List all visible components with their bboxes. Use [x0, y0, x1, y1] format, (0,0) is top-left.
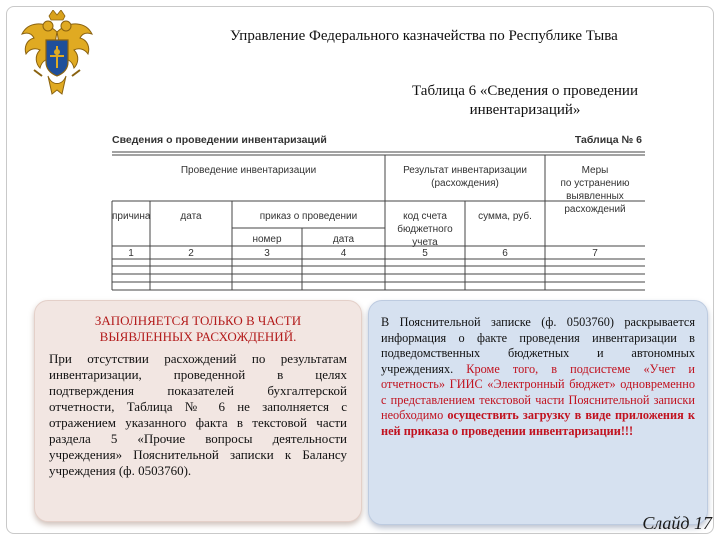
left-box-heading-line-2: ВЫЯВЛЕННЫХ РАСХОЖДЕНИЙ.	[99, 329, 297, 344]
slide-title-line-1: Таблица 6 «Сведения о проведении	[412, 83, 638, 99]
table-number: Таблица № 6	[574, 134, 642, 146]
slide-number: Слайд 17	[642, 513, 712, 533]
subheader-number: номер	[252, 234, 282, 245]
column-number-7: 7	[592, 248, 598, 259]
left-info-box	[34, 300, 362, 522]
left-box-body: При отсутствии расхождений по результатам инвентаризации, проведенной в целях подтверждения показателей бухгалтерской отчетности, Таблица № 6 не заполняется с отражением указанного факта в текстовой части раздела 5 «Прочие вопросы деятельности учреждения» Пояснительной записки к Балансу учреждения (ф. 0503760).	[49, 351, 347, 478]
column-number-2: 2	[188, 248, 194, 259]
subheader-account	[385, 210, 465, 249]
left-box-heading	[49, 313, 347, 345]
right-box-part-1: В Пояснительной записке (ф. 0503760) раскрывается информация о факте проведения инвентаризации в подведомственных бюджетных и автономных учреждениях.	[381, 315, 695, 376]
left-box-heading-line-1: ЗАПОЛНЯЕТСЯ ТОЛЬКО В ЧАСТИ	[94, 313, 302, 328]
column-number-3: 3	[264, 248, 270, 259]
header-result	[385, 164, 545, 190]
subheader-sum: сумма, руб.	[478, 211, 532, 222]
subheader-date: дата	[180, 211, 202, 222]
organization-title: Управление Федерального казначейства по Республике Тыва	[230, 28, 618, 44]
column-number-1: 1	[128, 248, 134, 259]
header-result-line-1: Результат инвентаризации	[403, 165, 527, 176]
subheader-order: приказ о проведении	[259, 211, 358, 222]
right-box-part-3: осуществить загрузку в виде приложения к ней приказа о проведении инвентаризации!!!	[381, 408, 695, 438]
header-measures-line-3: выявленных	[566, 191, 624, 202]
right-box-part-2: Кроме того, в подсистеме «Учет и отчетность» ГИИС «Электронный бюджет» одновременно с представлением текстовой части Пояснительной записки необходимо	[381, 361, 696, 422]
right-info-box	[368, 300, 708, 525]
table-heading: Сведения о проведении инвентаризаций	[112, 134, 327, 146]
subheader-account-line-3: учета	[412, 237, 438, 248]
subheader-order-date: дата	[332, 234, 355, 245]
column-number-4: 4	[340, 248, 347, 259]
header-result-line-2: (расхождения)	[431, 178, 499, 189]
header-measures	[545, 164, 645, 216]
header-measures-line-2: по устранению	[560, 178, 630, 189]
inventory-form-table	[90, 128, 650, 293]
column-number-6: 6	[502, 248, 508, 259]
subheader-reason: причина	[112, 211, 151, 222]
slide-title	[360, 82, 690, 120]
treasury-emblem	[18, 10, 96, 102]
header-conduct: Проведение инвентаризации	[180, 165, 317, 176]
subheader-account-line-1: код счета	[403, 211, 447, 222]
slide-title-line-2: инвентаризаций»	[469, 102, 581, 118]
header-measures-line-1: Меры	[581, 165, 609, 176]
header-measures-line-4: расхождений	[564, 204, 626, 215]
right-box-text	[381, 315, 695, 439]
column-number-5: 5	[422, 248, 428, 259]
subheader-account-line-2: бюджетного	[397, 224, 453, 235]
